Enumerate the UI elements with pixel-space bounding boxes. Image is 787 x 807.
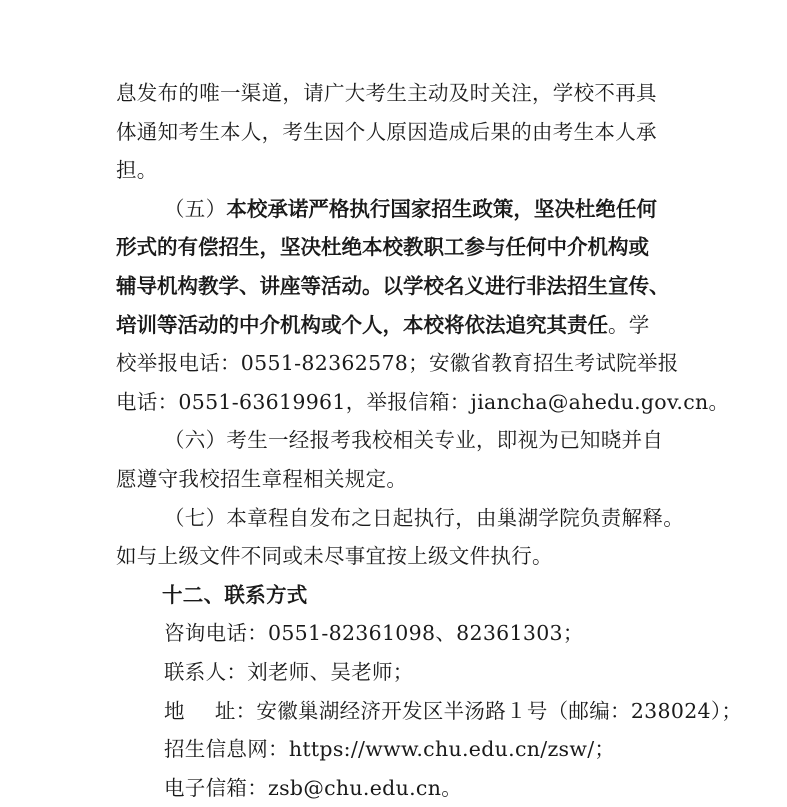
text-line (116, 383, 730, 422)
contact-phone-value: 0551-82361098、82361303； (268, 621, 584, 646)
text-line (116, 344, 679, 383)
text-line (116, 537, 672, 576)
contact-website-label: 招生信息网： (164, 737, 289, 762)
text-line (116, 151, 672, 190)
contact-address-label-a: 地 (164, 698, 185, 723)
text-line (116, 460, 672, 499)
contact-address-value: 安徽巢湖经济开发区半汤路１号（邮编：238024）； (256, 698, 743, 723)
text-line (116, 190, 672, 229)
contact-address (116, 692, 743, 731)
text-segment: （五） (164, 196, 227, 221)
text-segment: （六）考生一经报考我校相关专业，即视为已知晓并自 (164, 428, 664, 453)
text-line (116, 421, 672, 460)
text-line (116, 113, 672, 152)
text-segment: 辅导机构教学、讲座等活动。以学校名义进行非法招生宣传、 (116, 273, 670, 298)
text-segment: 体通知考生本人，考生因个人原因造成后果的由考生本人承 (116, 119, 657, 144)
text-segment: 如与上级文件不同或未尽事宜按上级文件执行。 (116, 544, 553, 569)
text-segment: 担。 (116, 158, 158, 183)
contact-person-value: 刘老师、吴老师； (247, 659, 414, 684)
text-segment: 电话：0551-63619961，举报信箱：jiancha@ahedu.gov.cn。 (116, 389, 730, 414)
text-segment: 本校承诺严格执行国家招生政策，坚决杜绝任何 (226, 196, 657, 221)
text-segment: （七）本章程自发布之日起执行，由巢湖学院负责解释。 (164, 505, 684, 530)
contact-phone (116, 614, 672, 653)
text-line (116, 74, 672, 113)
text-segment: 。学 (608, 312, 650, 337)
text-line (116, 499, 684, 538)
text-line (116, 306, 672, 345)
text-segment: 校举报电话：0551-82362578；安徽省教育招生考试院举报 (116, 351, 679, 376)
text-segment: 培训等活动的中介机构或个人，本校将依法追究其责任 (116, 312, 608, 337)
text-line (116, 228, 672, 267)
text-segment: 息发布的唯一渠道，请广大考生主动及时关注，学校不再具 (116, 81, 657, 105)
document-body (116, 74, 730, 576)
text-line (116, 267, 672, 306)
contact-email (116, 769, 672, 807)
contact-website (116, 730, 672, 769)
contact-person (116, 653, 672, 692)
section-heading-contact: 十二、联系方式 (162, 582, 308, 607)
contact-website-value[interactable]: https://www.chu.edu.cn/zsw/； (288, 737, 616, 762)
contact-address-label-b: 址： (214, 698, 257, 723)
contact-phone-label: 咨询电话： (164, 621, 268, 646)
contact-email-label: 电子信箱： (164, 775, 268, 800)
contact-list (116, 614, 743, 807)
contact-email-value[interactable]: zsb@chu.edu.cn。 (268, 775, 463, 800)
text-segment: 愿遵守我校招生章程相关规定。 (116, 466, 408, 491)
text-segment: 形式的有偿招生，坚决杜绝本校教职工参与任何中介机构或 (116, 235, 649, 260)
contact-person-label: 联系人： (164, 659, 248, 684)
document-page (116, 74, 743, 807)
